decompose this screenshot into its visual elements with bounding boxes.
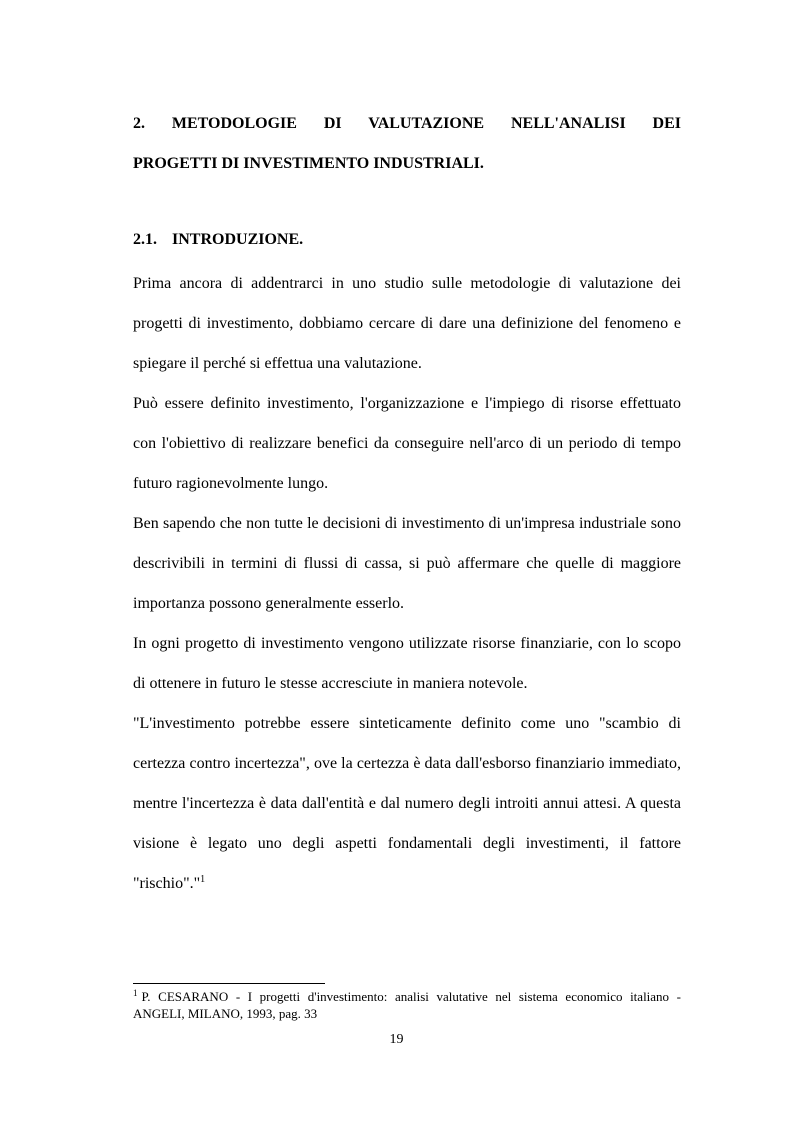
footnote-marker: 1 bbox=[133, 988, 138, 998]
section-heading bbox=[133, 228, 303, 252]
chapter-title-line-1: 2. METODOLOGIE DI VALUTAZIONE NELL'ANALISI DEI bbox=[133, 115, 681, 132]
paragraph-3: Ben sapendo che non tutte le decisioni di investimento di un'impresa industriale sono descrivibili in termini di flussi di cassa, si può affermare che quelle di maggiore importanza possono generalmente esserlo. bbox=[133, 515, 681, 612]
chapter-title bbox=[133, 104, 681, 184]
footnote-reference[interactable]: 1 bbox=[200, 874, 206, 885]
footnote-text: P. CESARANO - I progetti d'investimento: analisi valutative nel sistema economico italiano - ANGELI, MILANO, 1993, pag. 33 bbox=[133, 989, 681, 1021]
footnote-separator bbox=[133, 983, 325, 984]
paragraph-4: In ogni progetto di investimento vengono utilizzate risorse finanziarie, con lo scopo di ottenere in futuro le stesse accresciute in maniera notevole. bbox=[133, 635, 681, 692]
paragraph-5 bbox=[133, 704, 681, 904]
footnote bbox=[133, 988, 681, 1022]
section-title: INTRODUZIONE. bbox=[172, 231, 304, 248]
paragraph-1: Prima ancora di addentrarci in uno studio sulle metodologie di valutazione dei progetti di investimento, dobbiamo cercare di dare una definizione del fenomeno e spiegare il perché si effettua una valutazione. bbox=[133, 275, 681, 372]
paragraph-5-text: "L'investimento potrebbe essere sinteticamente definito come uno "scambio di certezza contro incertezza", ove la certezza è data dall'esborso finanziario immediato, mentre l'incertezza è data dall'entità e dal numero degli introiti annui attesi. A questa visione è legato uno degli aspetti fondamentali degli investimenti, il fattore "rischio"." bbox=[133, 715, 681, 892]
body-text bbox=[133, 264, 681, 904]
paragraph-2: Può essere definito investimento, l'organizzazione e l'impiego di risorse effettuato con l'obiettivo di realizzare benefici da conseguire nell'arco di un periodo di tempo futuro ragionevolmente lungo. bbox=[133, 395, 681, 492]
chapter-title-line-2: PROGETTI DI INVESTIMENTO INDUSTRIALI. bbox=[133, 155, 484, 172]
page-number: 19 bbox=[389, 1032, 404, 1047]
section-number: 2.1. bbox=[133, 231, 157, 248]
